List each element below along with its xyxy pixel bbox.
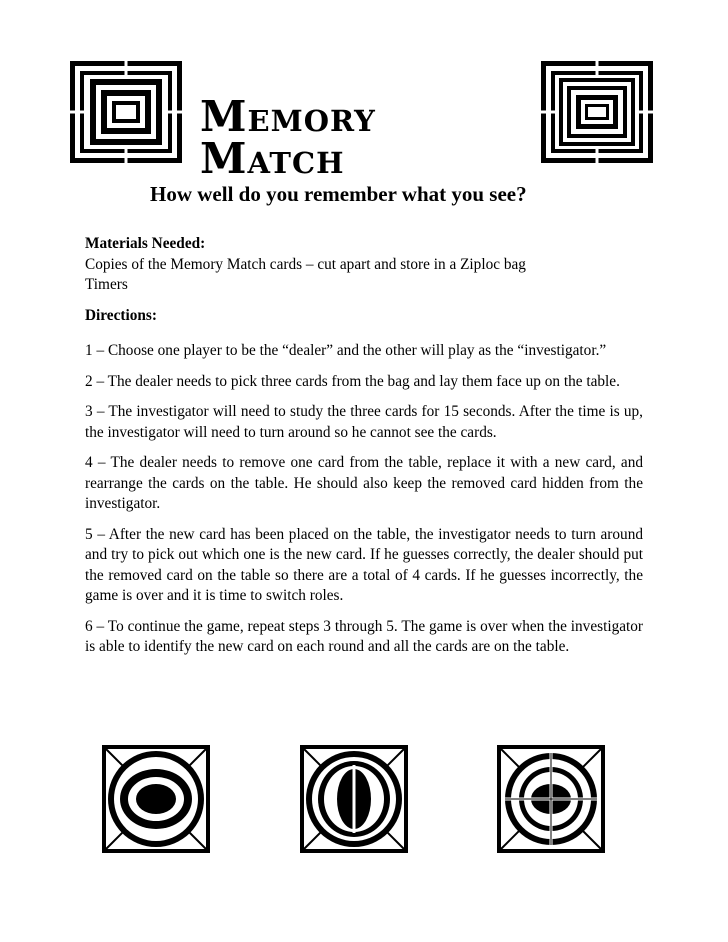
instructions: [85, 234, 643, 658]
crosshair-oval-card-icon: [497, 745, 605, 853]
page-subtitle: How well do you remember what you see?: [150, 182, 527, 206]
page-title: Memory Match: [200, 92, 376, 183]
nested-squares-emblem-icon: [541, 61, 653, 163]
materials-section: [85, 234, 643, 296]
direction-step: 2 – The dealer needs to pick three cards from the bag and lay them face up on the table.: [85, 372, 620, 390]
direction-step: 1 – Choose one player to be the “dealer” and the other will play as the “investigator.”: [85, 342, 607, 359]
concentric-oval-card-icon: [102, 745, 210, 853]
materials-heading: Materials Needed:: [85, 235, 206, 252]
directions-heading: Directions:: [85, 306, 157, 324]
direction-step: 6 – To continue the game, repeat steps 3 through 5. The game is over when the investigator is able to identify the new card on each round and all the cards are on the table.: [85, 617, 643, 655]
materials-item: Copies of the Memory Match cards – cut apart and store in a Ziploc bag: [85, 255, 526, 273]
direction-step: 4 – The dealer needs to remove one card from the table, replace it with a new card, and rearrange the cards on the table. He should also keep the removed card hidden from the investigator.: [85, 454, 643, 512]
split-eye-card-icon: [300, 745, 408, 853]
materials-item: Timers: [85, 276, 128, 293]
direction-step: 3 – The investigator will need to study the three cards for 15 seconds. After the time is up, the investigator will need to turn around so he cannot see the cards.: [85, 403, 643, 441]
nested-squares-emblem-icon: [70, 61, 182, 163]
direction-step: 5 – After the new card has been placed on the table, the investigator needs to turn around and try to pick out which one is the new card. If he guesses correctly, the dealer should put the removed card on the table so there are a total of 4 cards. If he guesses incorrectly, the game is over and it is time to switch roles.: [85, 525, 643, 604]
